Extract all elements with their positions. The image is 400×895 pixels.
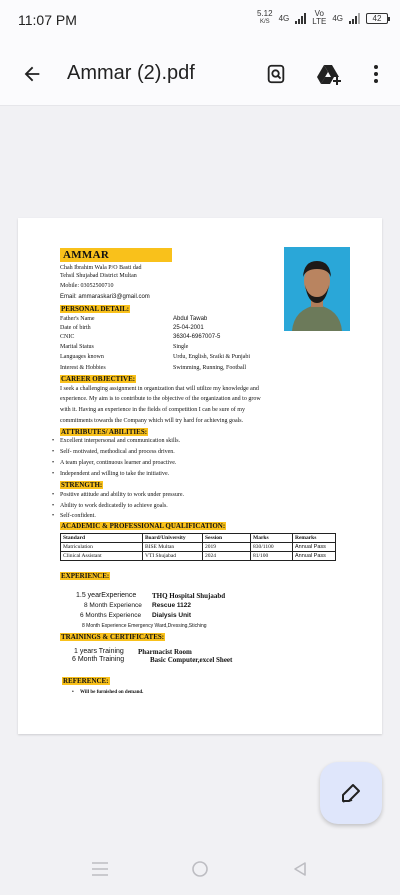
experience-period-2: 6 Months Experience [80, 612, 142, 619]
personal-heading: PERSONAL DETAIL: [61, 305, 130, 313]
status-bar [0, 0, 400, 42]
experience-place-2: Dialysis Unit [152, 612, 192, 619]
home-icon[interactable] [188, 859, 212, 879]
address-line-2: Tehsil Shujabad District Multan [60, 273, 137, 279]
career-heading: CAREER OBJECTIVE: [61, 375, 136, 383]
table-cell: 81/100 [251, 552, 293, 561]
experience-period-0: 1.5 yearExperience [76, 592, 137, 599]
table-row [61, 543, 336, 552]
table-cell: 2024 [203, 552, 251, 561]
table-cell: 2019 [203, 543, 251, 552]
strength-item-2: • Self-confident. [60, 513, 96, 520]
table-header: Standard [61, 534, 143, 543]
table-cell: Clinical Assistant [61, 552, 143, 561]
app-bar [0, 42, 400, 106]
resume-name: AMMAR [60, 248, 172, 262]
table-header: Remarks [293, 534, 336, 543]
address-line-1: Chah Ibrahim Wala P/O Basti dad [60, 265, 142, 271]
recent-apps-icon[interactable] [88, 859, 112, 879]
network-speed [257, 10, 273, 26]
volte-top: Vo [314, 9, 324, 18]
table-cell: 830/1100 [251, 543, 293, 552]
personal-value-0: Abdul Tawab [173, 316, 208, 322]
table-header: Board/University [143, 534, 203, 543]
qualification-table [60, 533, 336, 561]
personal-value-3: Single [173, 344, 189, 350]
career-line-2: with it. Having an experience in the fields of competition I can be sure of my [60, 407, 245, 413]
training-heading: TRAININGS & CERTIFICATES: [61, 633, 165, 641]
signal-icon [295, 13, 306, 24]
network-type-1: 4G [278, 13, 290, 23]
attribute-item-3: • Independent and willing to take the initiative. [60, 471, 169, 478]
personal-label-4: Languages known [60, 354, 104, 360]
strength-heading: STRENGTH: [61, 481, 103, 489]
career-line-1: experience. My aim is to contribute to the objective of the organization and to grow [60, 396, 261, 402]
personal-label-0: Father's Name [60, 316, 95, 322]
career-line-0: I seek a challenging assignment in organization that will utilize my knowledge and [60, 386, 259, 392]
volte-bottom: LTE [312, 17, 327, 26]
training-title-1: Basic Computer,excel Sheet [150, 656, 233, 664]
training-period-1: 6 Month Training [72, 656, 125, 663]
training-title-0: Pharmacist Room [138, 648, 192, 656]
pdf-page[interactable] [18, 218, 382, 734]
network-type-2: 4G [332, 13, 343, 23]
experience-period-1: 8 Month Experience [84, 602, 142, 609]
experience-extra: 8 Month Experience Emergency Ward,Dressing,Stiching [82, 623, 207, 629]
status-time: 11:07 PM [18, 12, 77, 28]
mobile: Mobile: 03052500710 [60, 283, 114, 289]
system-nav-bar [0, 843, 400, 895]
profile-photo [284, 247, 350, 331]
personal-value-1: 25-04-2001 [173, 325, 204, 331]
attribute-item-0: • Excellent interpersonal and communication skills. [60, 438, 180, 445]
more-vertical-icon[interactable] [362, 60, 390, 88]
edit-button[interactable] [320, 762, 382, 824]
edit-pen-icon [339, 781, 363, 805]
reference-heading: REFERENCE: [63, 677, 109, 685]
table-header: Session [203, 534, 251, 543]
network-speed-unit: K/S [259, 19, 270, 25]
personal-label-2: CNIC [60, 334, 75, 340]
career-line-3: commitments towards the Company which will try hard for achieving goals. [60, 418, 244, 424]
reference-text: • Will be furnished on demand. [80, 689, 143, 696]
search-document-icon[interactable] [262, 60, 290, 88]
back-icon[interactable] [288, 859, 312, 879]
personal-value-5: Swimming, Running, Football [173, 365, 247, 371]
personal-label-1: Date of birth [60, 325, 91, 331]
table-cell: BISE Multan [143, 543, 203, 552]
drive-add-icon[interactable] [315, 60, 343, 88]
battery-icon [366, 13, 388, 24]
status-indicators [257, 10, 388, 26]
table-header: Marks [251, 534, 293, 543]
signal-icon-2 [349, 13, 360, 24]
experience-heading: EXPERIENCE: [61, 572, 110, 580]
document-title: Ammar (2).pdf [67, 62, 195, 84]
attribute-item-2: • A team player, continuous learner and proactive. [60, 460, 176, 467]
battery-level: 42 [372, 13, 382, 23]
strength-item-0: • Positive attitude and ability to work under pressure. [60, 492, 184, 499]
table-cell: Matriculation [61, 543, 143, 552]
table-row [61, 552, 336, 561]
table-cell: VTI Shujabad [143, 552, 203, 561]
qualification-heading: ACADEMIC & PROFESSIONAL QUALIFICATION: [61, 522, 226, 530]
personal-value-4: Urdu, English, Sraiki & Punjabi [173, 354, 250, 360]
table-cell: Annual Pass [293, 552, 336, 561]
network-speed-value: 5.12 [257, 9, 273, 18]
training-period-0: 1 years Training [74, 648, 124, 655]
table-cell: Annual Pass [293, 543, 336, 552]
strength-item-1: • Ability to work dedicatedly to achieve goals. [60, 503, 168, 510]
experience-place-1: Rescue 1122 [152, 602, 192, 609]
attribute-item-1: • Self- motivated, methodical and process driven. [60, 449, 175, 456]
personal-label-5: Interest & Hobbies [60, 365, 106, 371]
personal-label-3: Marital Status [60, 344, 94, 350]
personal-value-2: 36304-6967007-5 [173, 334, 221, 340]
arrow-left-icon[interactable] [18, 60, 46, 88]
attributes-heading: ATTRIBUTES/ ABILITIES: [61, 428, 148, 436]
table-header-row [61, 534, 336, 543]
experience-place-0: THQ Hospital Shujaabd [152, 592, 226, 600]
volte-indicator [312, 10, 326, 26]
email: Email: ammaraskari3@gmail.com [60, 294, 150, 300]
